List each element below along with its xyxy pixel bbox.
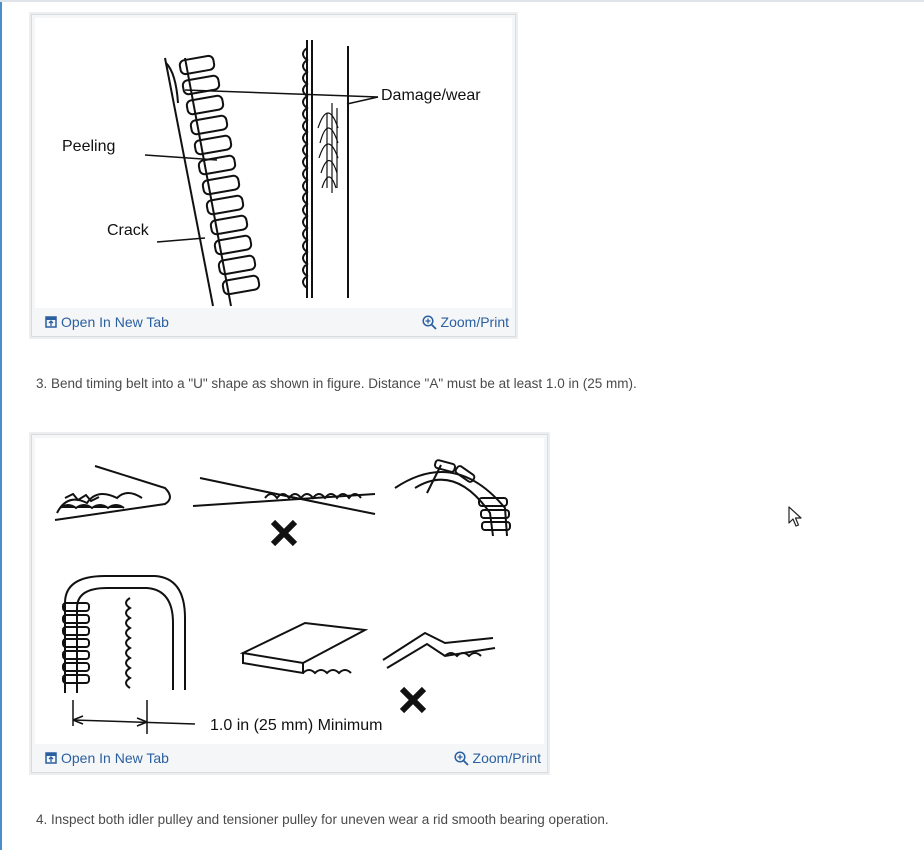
open-in-new-tab-link[interactable] xyxy=(45,314,169,330)
mouse-cursor-icon xyxy=(788,506,802,533)
open-new-tab-icon xyxy=(45,316,57,328)
bent-belt-drawing-2 xyxy=(193,478,375,514)
open-in-new-tab-link[interactable] xyxy=(45,750,169,766)
figure-card-u-shape xyxy=(31,434,548,773)
bent-belt-drawing-1 xyxy=(55,466,170,520)
folded-belt-drawing xyxy=(383,633,495,668)
label-peeling: Peeling xyxy=(62,138,116,155)
open-new-tab-icon xyxy=(45,752,57,764)
bent-belt-drawing-3 xyxy=(395,460,510,536)
step-3-text: 3. Bend timing belt into a "U" shape as shown in figure. Distance "A" must be at least 1.0 in (25 mm). xyxy=(36,376,637,391)
step-4-text: 4. Inspect both idler pulley and tensioner pulley for uneven wear a rid smooth bearing operation. xyxy=(36,812,609,827)
label-crack: Crack xyxy=(107,222,149,239)
zoom-in-icon xyxy=(422,315,437,330)
zoom-print-link[interactable] xyxy=(422,314,509,330)
label-leader-lines xyxy=(145,90,378,242)
window-top-edge xyxy=(0,0,924,2)
figure-footer xyxy=(35,310,512,336)
open-in-new-tab-label: Open In New Tab xyxy=(61,314,169,330)
straight-belt-drawing xyxy=(303,40,348,298)
zoom-in-icon xyxy=(454,751,469,766)
x-mark-icon-2 xyxy=(402,689,424,711)
label-damage-wear: Damage/wear xyxy=(381,87,481,104)
belt-damage-illustration[interactable] xyxy=(35,18,512,308)
open-in-new-tab-label: Open In New Tab xyxy=(61,750,169,766)
figure-card-belt-damage xyxy=(31,14,516,337)
u-shape-illustration[interactable] xyxy=(35,438,544,744)
caption-minimum-distance: 1.0 in (25 mm) Minimum xyxy=(210,717,383,734)
x-mark-icon-1 xyxy=(273,522,295,544)
flat-belt-drawing xyxy=(243,623,365,673)
zoom-print-link[interactable] xyxy=(454,750,541,766)
zoom-print-label: Zoom/Print xyxy=(440,314,509,330)
figure-footer xyxy=(35,746,544,772)
distance-dimension-line xyxy=(73,700,195,734)
u-shape-belt-drawing xyxy=(63,576,185,693)
zoom-print-label: Zoom/Print xyxy=(472,750,541,766)
window-left-edge xyxy=(0,0,2,850)
